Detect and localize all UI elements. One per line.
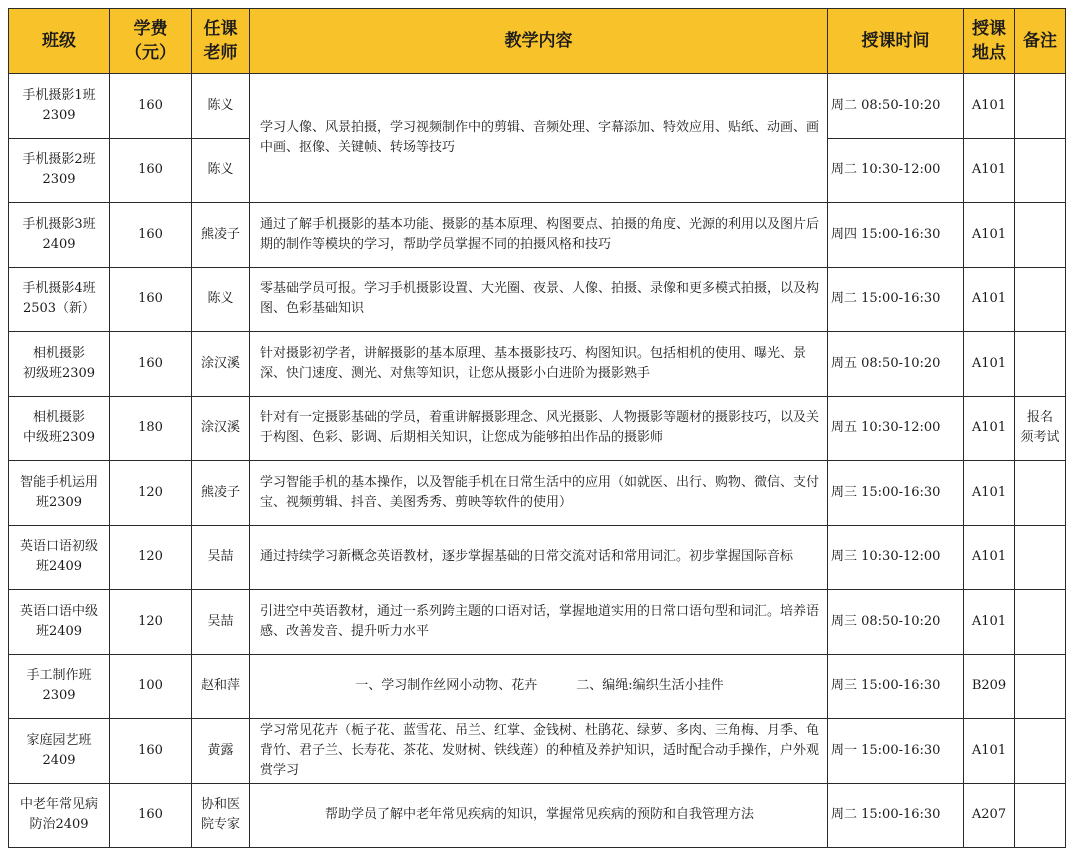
place-cell: A207 — [964, 783, 1015, 848]
time-cell: 周三 15:00-16:30 — [828, 461, 964, 526]
place-cell: A101 — [964, 719, 1015, 784]
place-cell: A101 — [964, 396, 1015, 461]
fee-cell: 160 — [110, 719, 192, 784]
time-cell: 周二 15:00-16:30 — [828, 267, 964, 332]
note-cell — [1015, 138, 1066, 203]
fee-cell: 160 — [110, 332, 192, 397]
note-cell — [1015, 719, 1066, 784]
place-cell: A101 — [964, 461, 1015, 526]
table-row — [9, 719, 1066, 784]
content-cell: 一、学习制作丝网小动物、花卉 二、编绳:编织生活小挂件 — [250, 654, 828, 719]
class-cell: 手机摄影1班 2309 — [9, 74, 110, 139]
class-cell: 英语口语中级 班2409 — [9, 590, 110, 655]
time-cell: 周五 10:30-12:00 — [828, 396, 964, 461]
place-cell: A101 — [964, 203, 1015, 268]
content-cell: 针对摄影初学者，讲解摄影的基本原理、基本摄影技巧、构图知识。包括相机的使用、曝光、景深、快门速度、测光、对焦等知识，让您从摄影小白进阶为摄影熟手 — [250, 332, 828, 397]
note-cell — [1015, 783, 1066, 848]
table-row — [9, 654, 1066, 719]
content-cell: 通过持续学习新概念英语教材，逐步掌握基础的日常交流对话和常用词汇。初步掌握国际音标 — [250, 525, 828, 590]
header-time: 授课时间 — [828, 9, 964, 74]
table-row — [9, 74, 1066, 139]
note-cell: 报名 须考试 — [1015, 396, 1066, 461]
teacher-cell: 吴喆 — [192, 590, 250, 655]
teacher-cell: 陈义 — [192, 267, 250, 332]
table-row — [9, 783, 1066, 848]
note-cell — [1015, 654, 1066, 719]
table-row — [9, 267, 1066, 332]
class-cell: 家庭园艺班 2409 — [9, 719, 110, 784]
time-cell: 周三 10:30-12:00 — [828, 525, 964, 590]
teacher-cell: 协和医 院专家 — [192, 783, 250, 848]
class-cell: 手机摄影2班 2309 — [9, 138, 110, 203]
content-cell: 通过了解手机摄影的基本功能、摄影的基本原理、构图要点、拍摄的角度、光源的利用以及图片后期的制作等模块的学习，帮助学员掌握不同的拍摄风格和技巧 — [250, 203, 828, 268]
note-cell — [1015, 590, 1066, 655]
note-cell — [1015, 525, 1066, 590]
time-cell: 周三 08:50-10:20 — [828, 590, 964, 655]
header-teacher: 任课 老师 — [192, 9, 250, 74]
fee-cell: 160 — [110, 203, 192, 268]
note-cell — [1015, 267, 1066, 332]
class-cell: 智能手机运用 班2309 — [9, 461, 110, 526]
class-cell: 相机摄影 中级班2309 — [9, 396, 110, 461]
class-cell: 中老年常见病 防治2409 — [9, 783, 110, 848]
header-place: 授课 地点 — [964, 9, 1015, 74]
fee-cell: 120 — [110, 590, 192, 655]
teacher-cell: 赵和萍 — [192, 654, 250, 719]
time-cell: 周二 08:50-10:20 — [828, 74, 964, 139]
time-cell: 周二 10:30-12:00 — [828, 138, 964, 203]
place-cell: A101 — [964, 138, 1015, 203]
fee-cell: 160 — [110, 267, 192, 332]
place-cell: A101 — [964, 332, 1015, 397]
place-cell: A101 — [964, 74, 1015, 139]
header-class: 班级 — [9, 9, 110, 74]
content-cell: 学习常见花卉（栀子花、蓝雪花、吊兰、红掌、金钱树、杜鹃花、绿萝、多肉、三角梅、月季、龟背竹、君子兰、长寿花、茶花、发财树、铁线莲）的种植及养护知识，适时配合动手操作，户外观赏学习 — [250, 719, 828, 784]
table-row — [9, 396, 1066, 461]
teacher-cell: 涂汉溪 — [192, 332, 250, 397]
header-note: 备注 — [1015, 9, 1066, 74]
place-cell: A101 — [964, 267, 1015, 332]
table-row — [9, 461, 1066, 526]
note-cell — [1015, 332, 1066, 397]
time-cell: 周四 15:00-16:30 — [828, 203, 964, 268]
note-cell — [1015, 74, 1066, 139]
header-row — [9, 9, 1066, 74]
class-cell: 手工制作班 2309 — [9, 654, 110, 719]
time-cell: 周二 15:00-16:30 — [828, 783, 964, 848]
fee-cell: 160 — [110, 138, 192, 203]
teacher-cell: 熊凌子 — [192, 461, 250, 526]
table-row — [9, 203, 1066, 268]
teacher-cell: 涂汉溪 — [192, 396, 250, 461]
teacher-cell: 陈义 — [192, 138, 250, 203]
class-cell: 手机摄影3班 2409 — [9, 203, 110, 268]
content-cell: 引进空中英语教材，通过一系列跨主题的口语对话，掌握地道实用的日常口语句型和词汇。培养语感、改善发音、提升听力水平 — [250, 590, 828, 655]
class-cell: 英语口语初级 班2409 — [9, 525, 110, 590]
table-row — [9, 332, 1066, 397]
teacher-cell: 熊凌子 — [192, 203, 250, 268]
header-content: 教学内容 — [250, 9, 828, 74]
table-row — [9, 525, 1066, 590]
header-fee: 学费 （元） — [110, 9, 192, 74]
place-cell: A101 — [964, 590, 1015, 655]
teacher-cell: 吴喆 — [192, 525, 250, 590]
class-cell: 相机摄影 初级班2309 — [9, 332, 110, 397]
teacher-cell: 陈义 — [192, 74, 250, 139]
fee-cell: 160 — [110, 783, 192, 848]
fee-cell: 120 — [110, 525, 192, 590]
content-cell: 学习智能手机的基本操作，以及智能手机在日常生活中的应用（如就医、出行、购物、微信、支付宝、视频剪辑、抖音、美图秀秀、剪映等软件的使用） — [250, 461, 828, 526]
fee-cell: 180 — [110, 396, 192, 461]
fee-cell: 100 — [110, 654, 192, 719]
fee-cell: 160 — [110, 74, 192, 139]
table-row — [9, 590, 1066, 655]
class-cell: 手机摄影4班 2503（新） — [9, 267, 110, 332]
time-cell: 周五 08:50-10:20 — [828, 332, 964, 397]
time-cell: 周三 15:00-16:30 — [828, 654, 964, 719]
place-cell: B209 — [964, 654, 1015, 719]
teacher-cell: 黄露 — [192, 719, 250, 784]
content-cell: 帮助学员了解中老年常见疾病的知识，掌握常见疾病的预防和自我管理方法 — [250, 783, 828, 848]
content-cell: 学习人像、风景拍摄，学习视频制作中的剪辑、音频处理、字幕添加、特效应用、贴纸、动画、画中画、抠像、关键帧、转场等技巧 — [250, 74, 828, 203]
course-table-container — [8, 8, 1066, 848]
place-cell: A101 — [964, 525, 1015, 590]
note-cell — [1015, 203, 1066, 268]
fee-cell: 120 — [110, 461, 192, 526]
course-schedule-table — [8, 8, 1066, 848]
time-cell: 周一 15:00-16:30 — [828, 719, 964, 784]
content-cell: 零基础学员可报。学习手机摄影设置、大光圈、夜景、人像、拍摄、录像和更多模式拍摄，以及构图、色彩基础知识 — [250, 267, 828, 332]
note-cell — [1015, 461, 1066, 526]
content-cell: 针对有一定摄影基础的学员，着重讲解摄影理念、风光摄影、人物摄影等题材的摄影技巧，以及关于构图、色彩、影调、后期相关知识，让您成为能够拍出作品的摄影师 — [250, 396, 828, 461]
